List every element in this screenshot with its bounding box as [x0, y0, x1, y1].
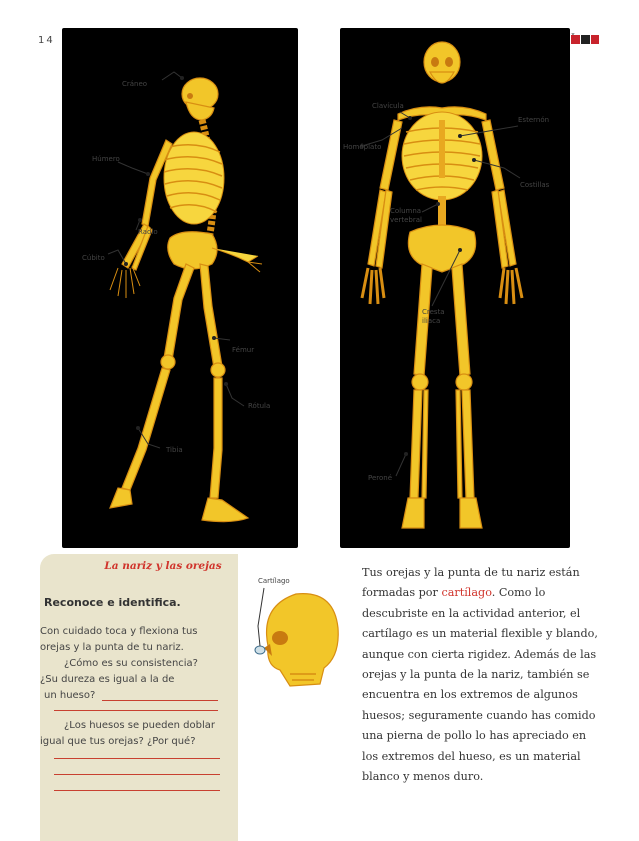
label-radio: Radio [138, 228, 158, 236]
label-costillas: Costillas [520, 181, 550, 189]
body-text-fragment: formadas por [362, 586, 442, 600]
label-homoplato: Homóplato [343, 143, 382, 151]
label-rotula: Rótula [248, 402, 271, 410]
label-cresta-iliaca [422, 308, 445, 326]
activity-line-2: orejas y la punta de tu nariz. [40, 642, 184, 653]
body-line: aunque con cierta rigidez. Además de las [362, 647, 597, 661]
answer-line[interactable] [54, 774, 220, 775]
body-line [362, 583, 607, 603]
side-skeleton-figure [62, 28, 298, 548]
activity-title: La nariz y las orejas [104, 560, 222, 572]
activity-heading: Reconoce e identifica. [44, 596, 181, 609]
block-color-marker [571, 35, 599, 44]
label-cartilago: Cartílago [258, 577, 290, 585]
answer-line[interactable] [102, 700, 218, 701]
answer-line[interactable] [54, 790, 220, 791]
body-line: blanco y menos duro. [362, 770, 484, 784]
activity-line-7: igual que tus orejas? ¿Por qué? [40, 736, 196, 747]
label-cubito: Cúbito [82, 254, 105, 262]
activity-line-3: ¿Cómo es su consistencia? [64, 658, 198, 669]
front-skull [424, 42, 460, 83]
label-femur: Fémur [232, 346, 255, 354]
page-number: 14 [38, 35, 55, 46]
label-columna-line1: Columna [390, 207, 422, 215]
label-columna-line2: vertebral [390, 216, 422, 224]
label-clavicula: Clavícula [372, 102, 404, 110]
skull-cartilage-figure [250, 586, 344, 690]
label-columna-vertebral [390, 207, 422, 225]
label-craneo: Cráneo [122, 80, 148, 88]
activity-line-6: ¿Los huesos se pueden doblar [64, 720, 215, 731]
side-ribcage [164, 132, 224, 224]
body-line: encuentra en los extremos de algunos [362, 688, 578, 702]
label-esternon: Esternón [518, 116, 550, 124]
front-ribcage [402, 112, 482, 200]
highlight-cartilago: cartílago [441, 586, 492, 600]
body-line: cartílago es un material flexible y blando, [362, 627, 598, 641]
label-cresta-line1: Cresta [422, 308, 445, 316]
label-perone: Peroné [368, 474, 393, 482]
answer-line[interactable] [54, 710, 218, 711]
body-paragraph [362, 563, 607, 787]
body-line: descubriste en la actividad anterior, el [362, 606, 581, 620]
activity-line-4: ¿Su dureza es igual a la de [40, 674, 175, 685]
activity-line-5: un hueso? [44, 690, 96, 701]
label-cresta-line2: iliaca [422, 317, 441, 325]
label-humero: Húmero [92, 155, 120, 163]
body-line: una pierna de pollo lo has apreciado en [362, 729, 587, 743]
answer-line[interactable] [54, 758, 220, 759]
body-line: Tus orejas y la punta de tu nariz están [362, 566, 580, 579]
body-line: los extremos del hueso, es un material [362, 749, 581, 763]
body-text-fragment: . Como lo [491, 586, 546, 600]
body-line: huesos; seguramente cuando has comido [362, 708, 596, 722]
body-line: orejas y la punta de la nariz, también se [362, 668, 590, 682]
activity-line-1: Con cuidado toca y flexiona tus [40, 626, 198, 637]
label-tibia: Tibia [166, 446, 183, 454]
